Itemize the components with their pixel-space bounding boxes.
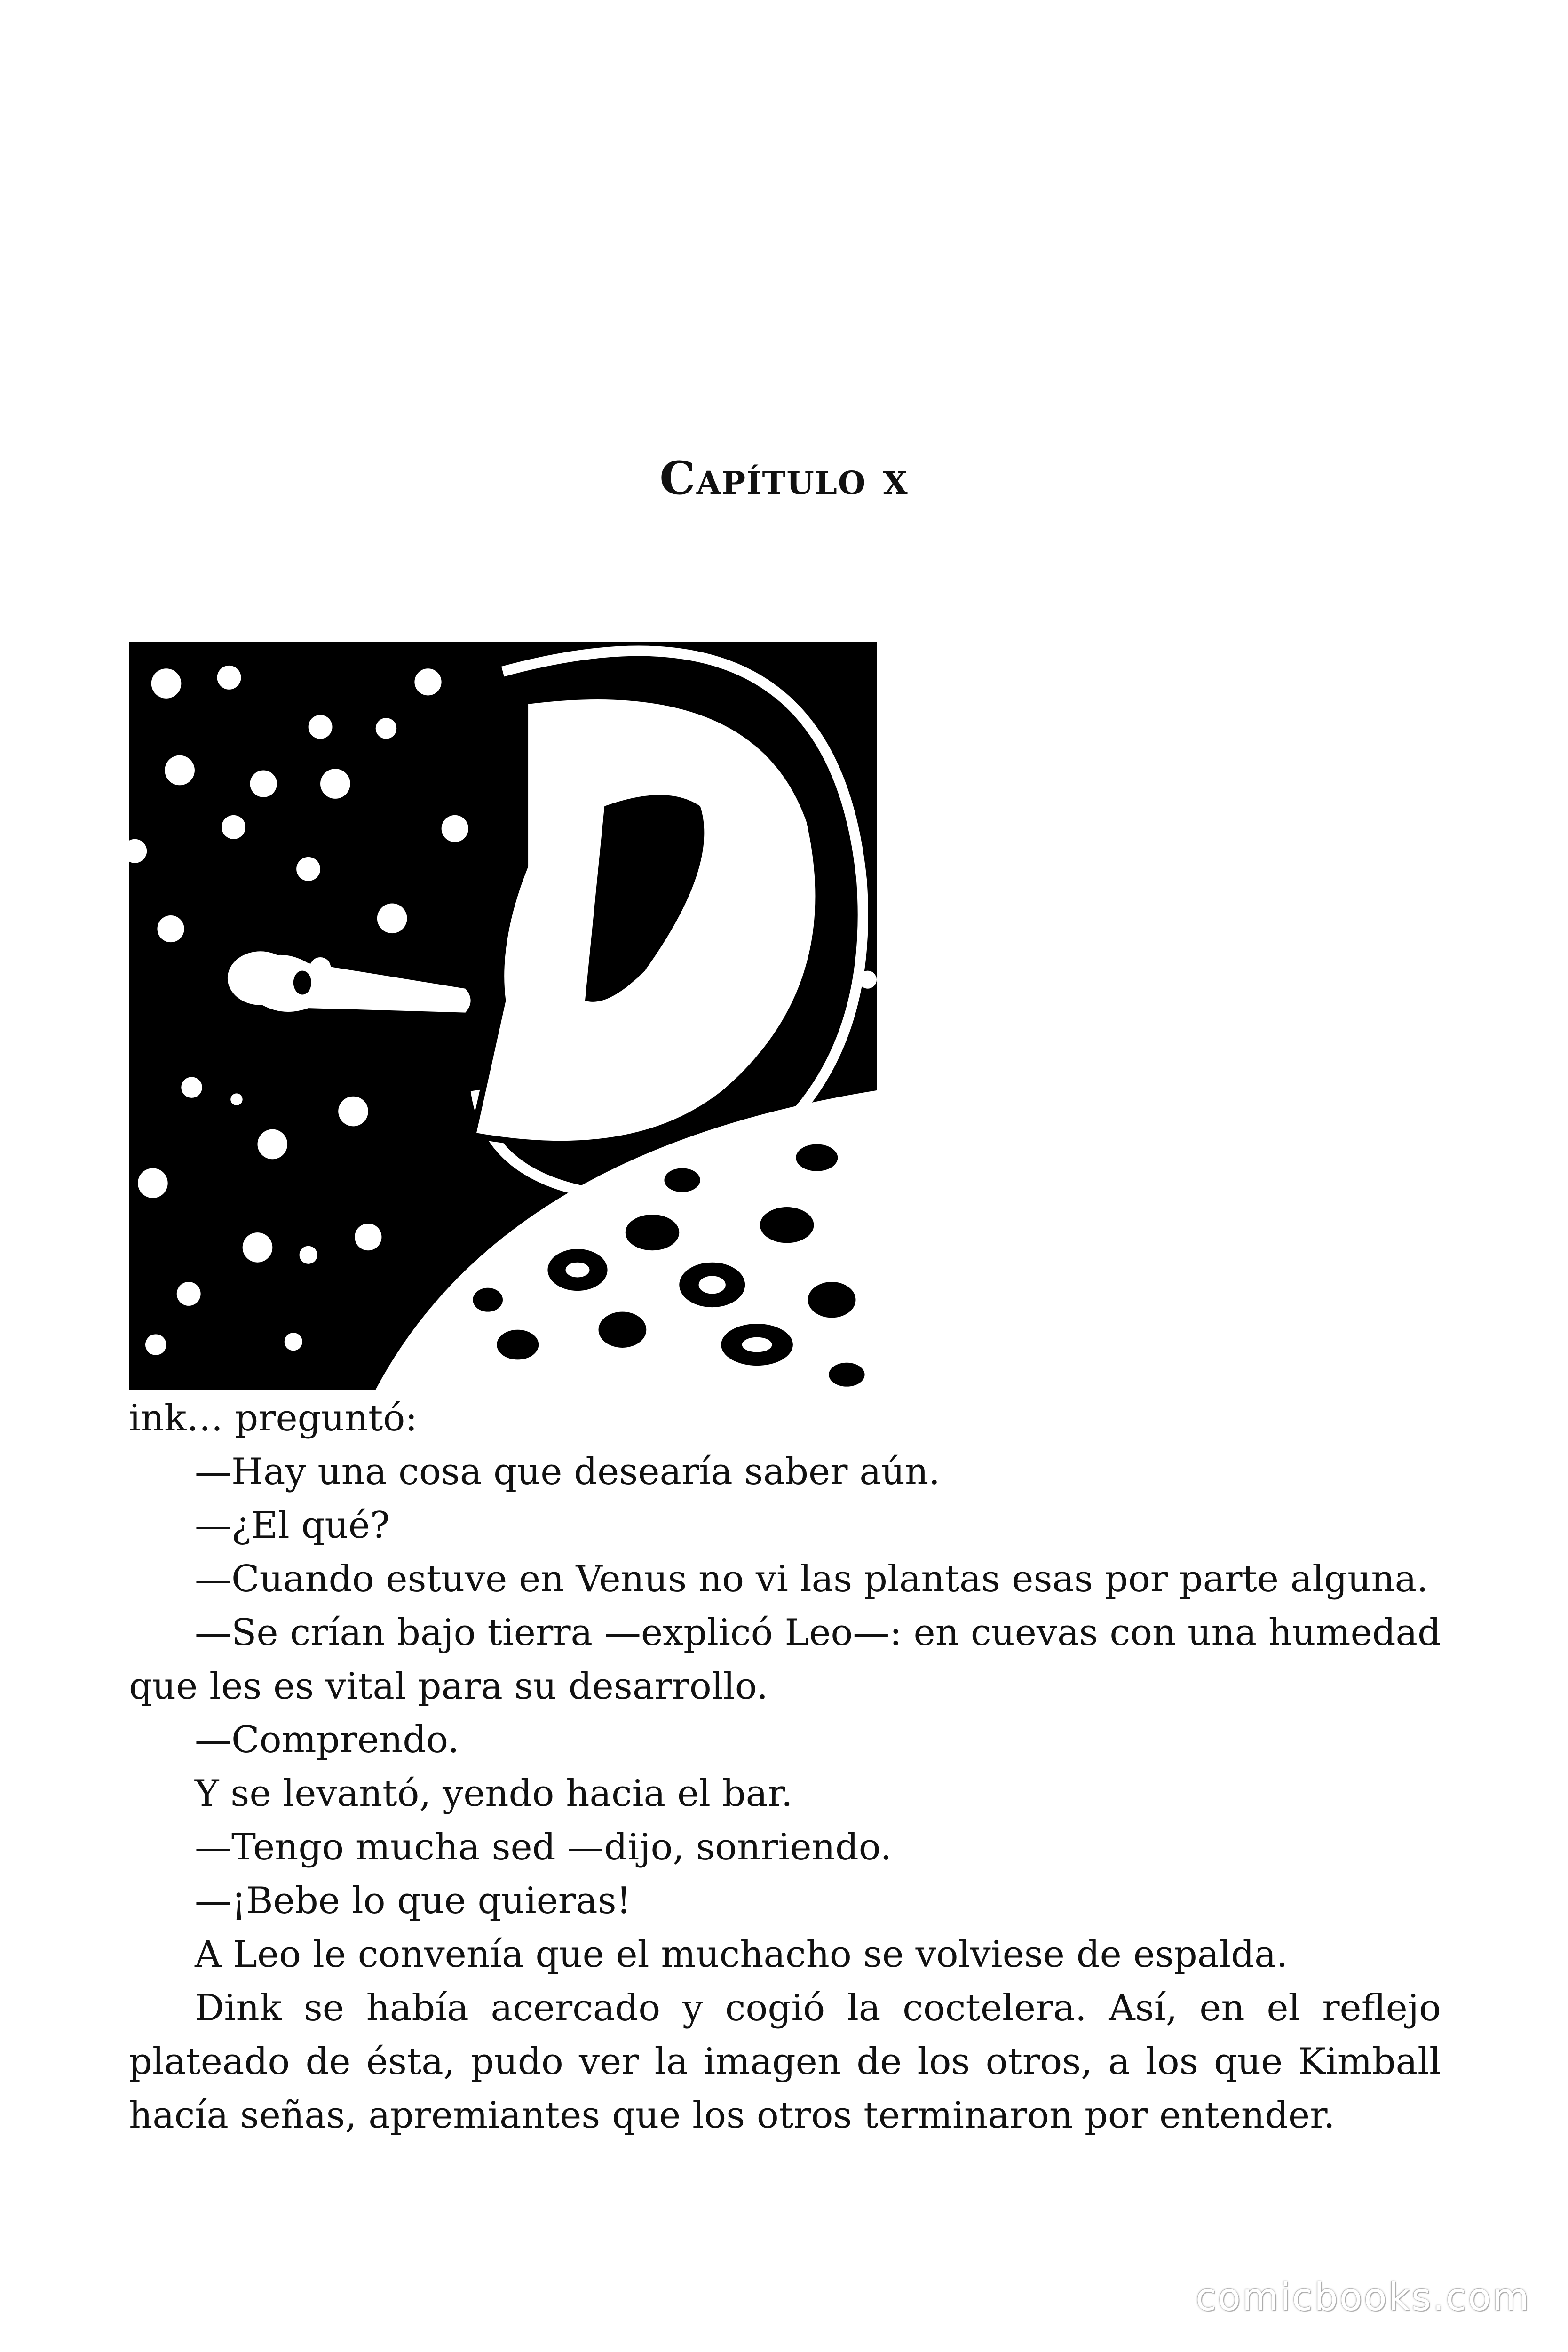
space-d-illustration	[129, 642, 877, 1390]
paragraph: —Cuando estuve en Venus no vi las plantas esas por parte alguna.	[195, 1558, 1428, 1600]
chapter-title: Capítulo x	[659, 452, 909, 505]
paragraph: Y se levantó, yendo hacia el bar.	[195, 1772, 793, 1815]
paragraph: —Comprendo.	[195, 1719, 459, 1761]
dropcap-illustration	[129, 642, 877, 1390]
body-text	[129, 1391, 1441, 2142]
watermark: comicbooks.com	[1195, 2275, 1530, 2319]
paragraph: —Se crían bajo tierra —explicó Leo—: en cuevas con una humedad que les es vital para su desarrollo.	[129, 1612, 1441, 1708]
paragraph: —Hay una cosa que desearía saber aún.	[195, 1451, 941, 1493]
paragraph: A Leo le convenía que el muchacho se volviese de espalda.	[195, 1933, 1288, 1976]
paragraph: —Tengo mucha sed —dijo, sonriendo.	[195, 1826, 892, 1868]
paragraph: —¡Bebe lo que quieras!	[195, 1880, 631, 1922]
paragraph: —¿El qué?	[195, 1504, 390, 1547]
paragraph: Dink se había acercado y cogió la coctelera. Así, en el reflejo plateado de ésta, pudo ver la imagen de los otros, a los que Kimball hacía señas, apremiantes que los otros terminaron por entender.	[129, 1987, 1441, 2137]
paragraph: ink… preguntó:	[129, 1397, 418, 1439]
